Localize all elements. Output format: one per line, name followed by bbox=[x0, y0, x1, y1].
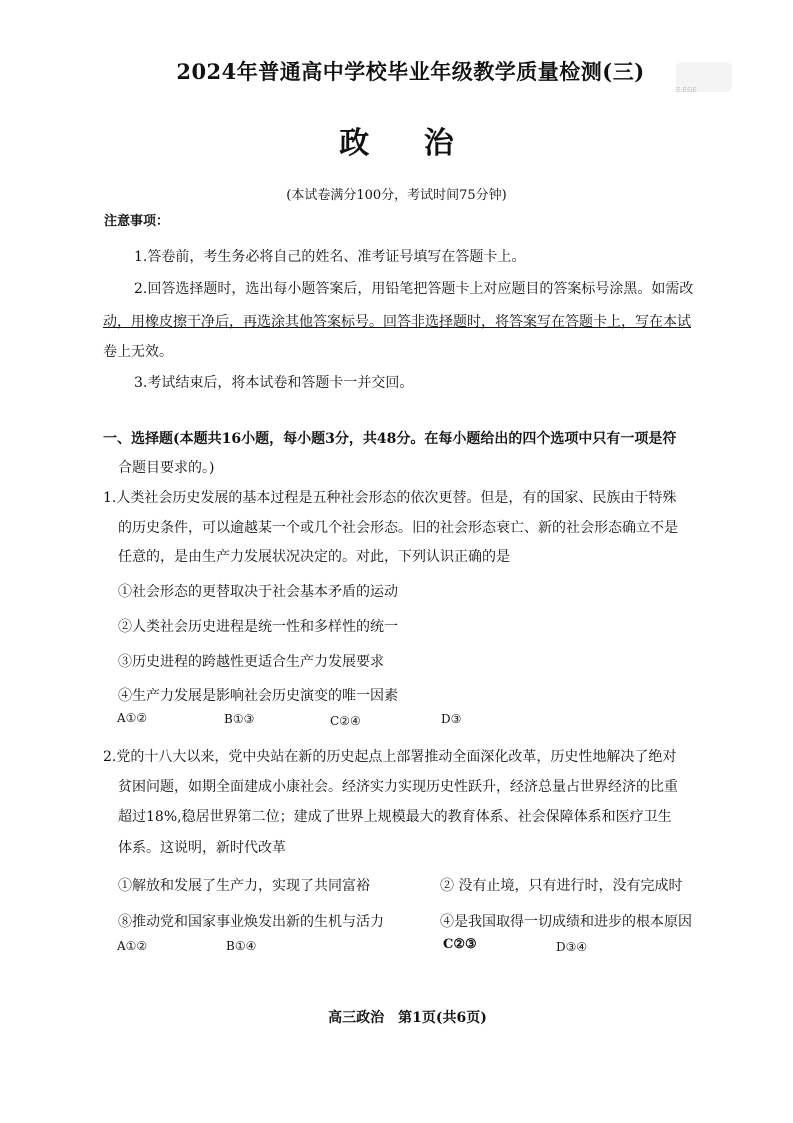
answer-choice: A①② bbox=[117, 939, 148, 953]
section-heading-continued: 合题目要求的。) bbox=[118, 460, 215, 476]
answer-choice: A①② bbox=[117, 711, 148, 725]
page-footer: 高三政治 第1页(共6页) bbox=[328, 1010, 487, 1026]
statement-option: ④是我国取得一切成绩和进步的根本原因 bbox=[440, 914, 692, 930]
question-stem: 的历史条件，可以逾越某一个或几个社会形态。旧的社会形态衰亡、新的社会形态确立不是 bbox=[118, 520, 678, 536]
notice-item: 2.回答选择题时，选出每小题答案后，用铅笔把答题卡上对应题目的答案标号涂黑。如需改 bbox=[134, 281, 694, 297]
answer-choice: C②④ bbox=[330, 714, 361, 728]
answer-choice: B①③ bbox=[224, 712, 255, 726]
notice-heading: 注意事项： bbox=[104, 214, 170, 229]
question-stem: 贫困问题，如期全面建成小康社会。经济实力实现历史性跃升，经济总量占世界经济的比重 bbox=[118, 779, 678, 795]
answer-choice: D③④ bbox=[556, 940, 588, 954]
question-stem: 2.党的十八大以来，党中央站在新的历史起点上部署推动全面深化改革，历史性地解决了绝对 bbox=[103, 749, 677, 765]
notice-item: 1.答卷前，考生务必将自己的姓名、准考证号填写在答题卡上。 bbox=[134, 249, 526, 265]
statement-option: ①社会形态的更替取决于社会基本矛盾的运动 bbox=[118, 584, 398, 600]
question-stem: 体系。这说明，新时代改革 bbox=[118, 840, 286, 856]
statement-option: ①解放和发展了生产力，实现了共同富裕 bbox=[118, 878, 370, 894]
notice-item-continued: 卷上无效。 bbox=[103, 344, 173, 360]
statement-option: ④生产力发展是影响社会历史演变的唯一因素 bbox=[118, 688, 398, 704]
answer-choice: B①④ bbox=[226, 939, 257, 953]
statement-option: ②人类社会历史进程是统一性和多样性的统一 bbox=[118, 619, 398, 635]
statement-option: ⑧推动党和国家事业焕发出新的生机与活力 bbox=[118, 914, 384, 930]
exam-info: (本试卷满分100分，考试时间75分钟) bbox=[286, 188, 507, 203]
notice-item: 3.考试结束后，将本试卷和答题卡一并交回。 bbox=[134, 375, 414, 391]
question-stem: 任意的，是由生产力发展状况决定的。对此，下列认识正确的是 bbox=[118, 549, 510, 565]
section-heading: 一、选择题(本题共16小题，每小题3分，共48分。在每小题给出的四个选项中只有一项是符 bbox=[103, 431, 677, 447]
exam-title: 2024年普通高中学校毕业年级教学质量检测(三) bbox=[176, 59, 645, 84]
notice-item-continued: 动，用橡皮擦干净后，再选涂其他答案标号。回答非选择题时，将答案写在答题卡上，写在本试 bbox=[103, 314, 691, 330]
question-stem: 1.人类社会历史发展的基本过程是五种社会形态的依次更替。但是，有的国家、民族由于特殊 bbox=[103, 490, 677, 506]
statement-option: ③历史进程的跨越性更适合生产力发展要求 bbox=[118, 654, 384, 670]
subject-title: 政 治 bbox=[339, 126, 476, 161]
statement-option: ② 没有止境，只有进行时，没有完成时 bbox=[440, 878, 683, 894]
corner-stamp-text: E.EGE bbox=[676, 86, 697, 94]
answer-choice: D③ bbox=[441, 712, 462, 726]
question-stem: 超过18%,稳居世界第二位；建成了世界上规模最大的教育体系、社会保障体系和医疗卫生 bbox=[118, 809, 672, 825]
answer-choice: C②③ bbox=[443, 937, 477, 952]
